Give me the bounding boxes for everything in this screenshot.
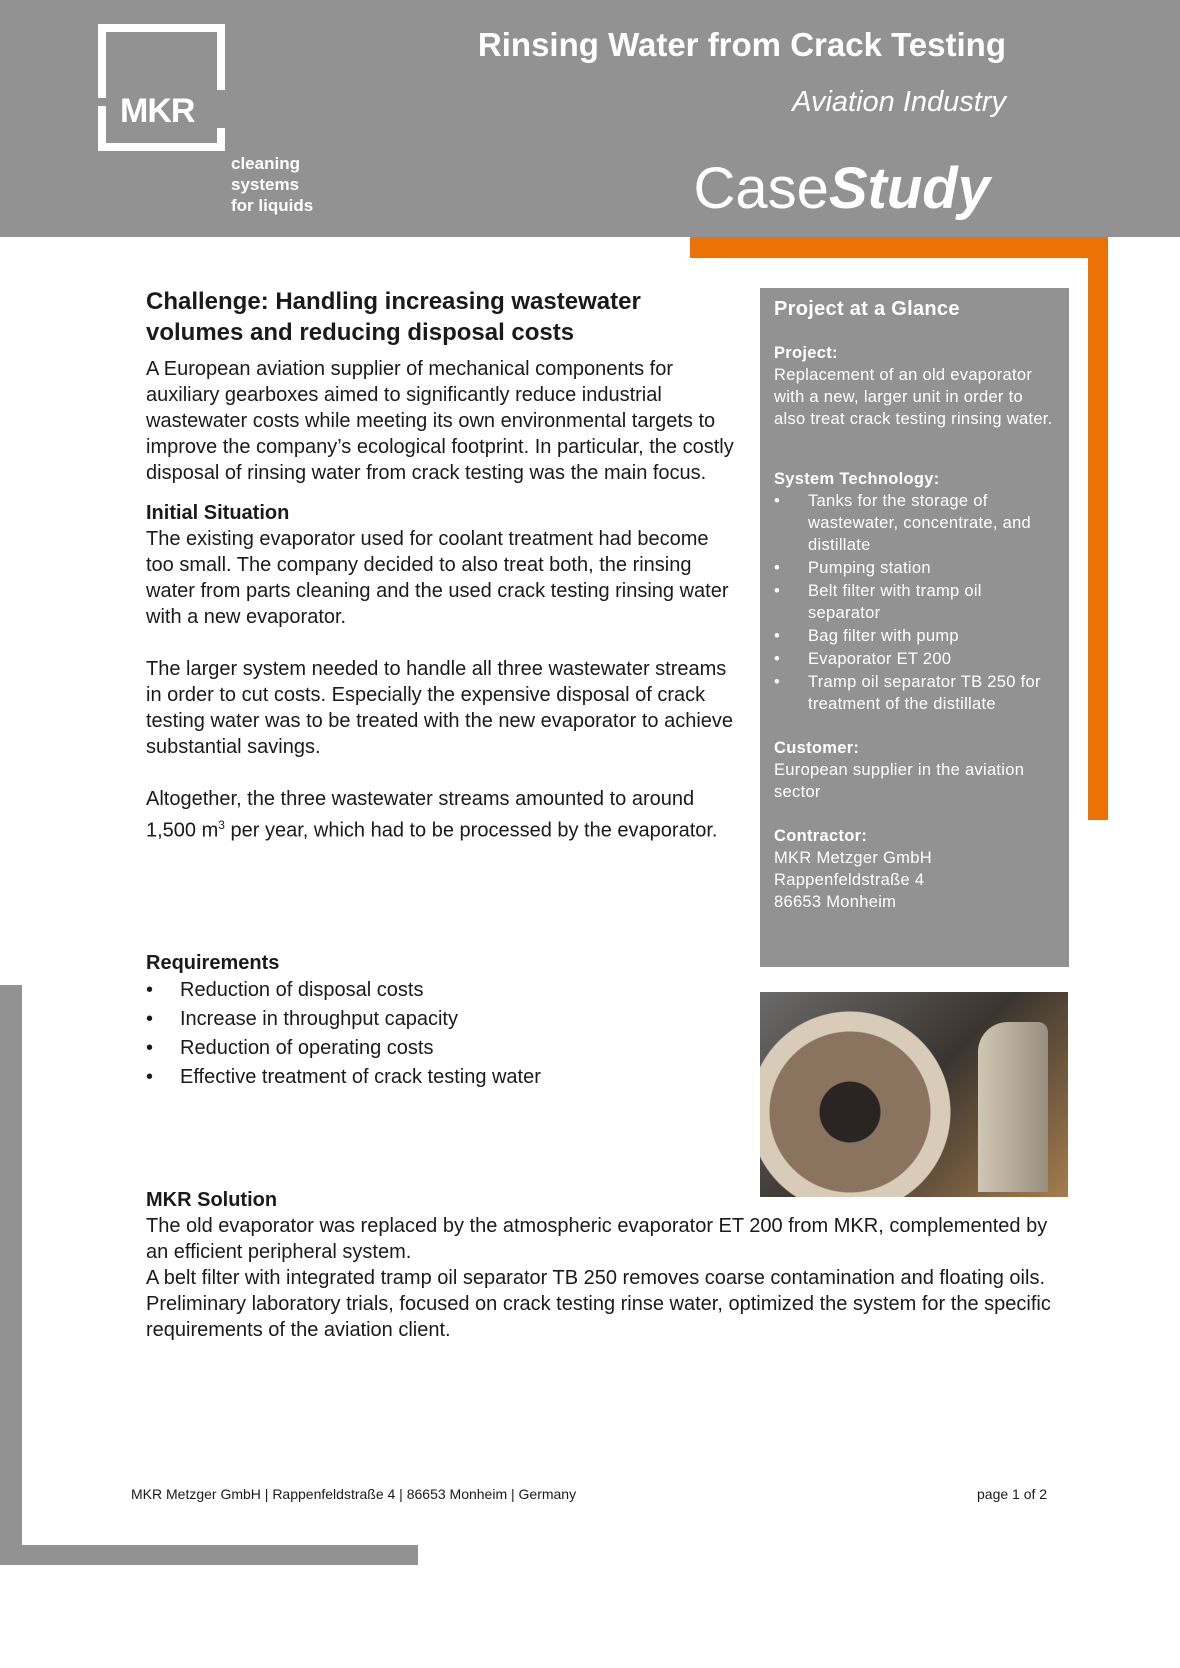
contractor-line: MKR Metzger GmbH xyxy=(774,849,932,867)
project-at-a-glance-box xyxy=(760,288,1069,967)
customer-text: European supplier in the aviation sector xyxy=(774,761,1025,801)
tagline-line: for liquids xyxy=(231,196,314,215)
orange-accent-bar-vertical xyxy=(1088,237,1108,820)
tech-label: System Technology: xyxy=(774,470,940,488)
document-subtitle: Aviation Industry xyxy=(792,86,1006,118)
contractor-line: Rappenfeldstraße 4 xyxy=(774,871,925,889)
gray-accent-bar-vertical xyxy=(0,985,22,1565)
tech-item: • Pumping station xyxy=(774,557,1055,579)
solution-heading: MKR Solution xyxy=(146,1189,278,1211)
initial-text: The existing evaporator used for coolant treatment had become too small. The company decided to also treat both, the rinsing water from parts cleaning and the used crack testing rinsing water with a new evaporator. xyxy=(146,528,729,628)
mkr-logo-frame xyxy=(98,24,225,151)
customer-label: Customer: xyxy=(774,739,860,757)
project-text: Replacement of an old evaporator with a new, larger unit in order to also treat crack testing rinsing water. xyxy=(774,366,1053,428)
case-light: Case xyxy=(693,156,829,221)
blade-shape xyxy=(978,1022,1048,1192)
logo-text: MKR xyxy=(120,92,195,130)
logo-gap xyxy=(209,90,225,128)
case-bold: Study xyxy=(828,156,990,221)
contractor-label: Contractor: xyxy=(774,827,868,845)
requirement-item: • Increase in throughput capacity xyxy=(146,1005,736,1034)
document-title: Rinsing Water from Crack Testing xyxy=(477,26,1006,63)
contractor-line: 86653 Monheim xyxy=(774,893,897,911)
tech-item: • Tanks for the storage of wastewater, concentrate, and distillate xyxy=(774,490,1055,556)
jet-engine-photo xyxy=(760,992,1068,1197)
tagline-line: cleaning xyxy=(231,154,300,173)
solution-text: A belt filter with integrated tramp oil separator TB 250 removes coarse contamination and floating oils. xyxy=(146,1267,1045,1289)
project-label: Project: xyxy=(774,344,838,362)
case-study-label xyxy=(693,155,990,222)
challenge-text: A European aviation supplier of mechanical components for auxiliary gearboxes aimed to significantly reduce industrial wastewater costs while meeting its own environmental targets to improve the company’s ecological footprint. In particular, the costly disposal of rinsing water from crack testing was the main focus. xyxy=(146,358,734,484)
requirements-section xyxy=(146,950,736,1092)
orange-accent-bar xyxy=(690,237,1108,258)
solution-section xyxy=(146,1187,1066,1343)
logo-gap xyxy=(98,98,114,106)
requirement-item: • Reduction of disposal costs xyxy=(146,976,736,1005)
solution-text: Preliminary laboratory trials, focused on crack testing rinse water, optimized the system for the specific requirements of the aviation client. xyxy=(146,1293,1051,1341)
tech-item: • Tramp oil separator TB 250 for treatment of the distillate xyxy=(774,671,1055,715)
logo-tagline xyxy=(231,153,313,216)
tech-item: • Evaporator ET 200 xyxy=(774,648,1055,670)
requirement-item: • Reduction of operating costs xyxy=(146,1034,736,1063)
superscript: 3 xyxy=(218,818,225,832)
gray-accent-bar xyxy=(0,1545,418,1565)
challenge-heading: Challenge: Handling increasing wastewater volumes and reducing disposal costs xyxy=(146,288,641,346)
tech-item: • Belt filter with tramp oil separator xyxy=(774,580,1055,624)
initial-text: The larger system needed to handle all three wastewater streams in order to cut costs. Especially the expensive disposal of crack testing water was to be treated with the new evaporator to achieve substantial savings. xyxy=(146,658,734,758)
text: Altogether, the three wastewater streams amounted to around 1,500 m xyxy=(146,788,695,842)
tagline-line: systems xyxy=(231,175,300,194)
initial-heading: Initial Situation xyxy=(146,502,290,524)
requirements-heading: Requirements xyxy=(146,952,280,974)
challenge-section xyxy=(146,286,736,844)
glance-title: Project at a Glance xyxy=(774,298,960,320)
volume-text xyxy=(146,786,736,844)
tech-item: • Bag filter with pump xyxy=(774,625,1055,647)
text: per year, which had to be processed by the evaporator. xyxy=(224,819,718,842)
footer-address: MKR Metzger GmbH | Rappenfeldstraße 4 | 86653 Monheim | Germany xyxy=(131,1486,577,1502)
footer-page-number: page 1 of 2 xyxy=(977,1486,1048,1502)
requirement-item: • Effective treatment of crack testing water xyxy=(146,1063,736,1092)
solution-text: The old evaporator was replaced by the atmospheric evaporator ET 200 from MKR, complemented by an efficient peripheral system. xyxy=(146,1215,1048,1263)
